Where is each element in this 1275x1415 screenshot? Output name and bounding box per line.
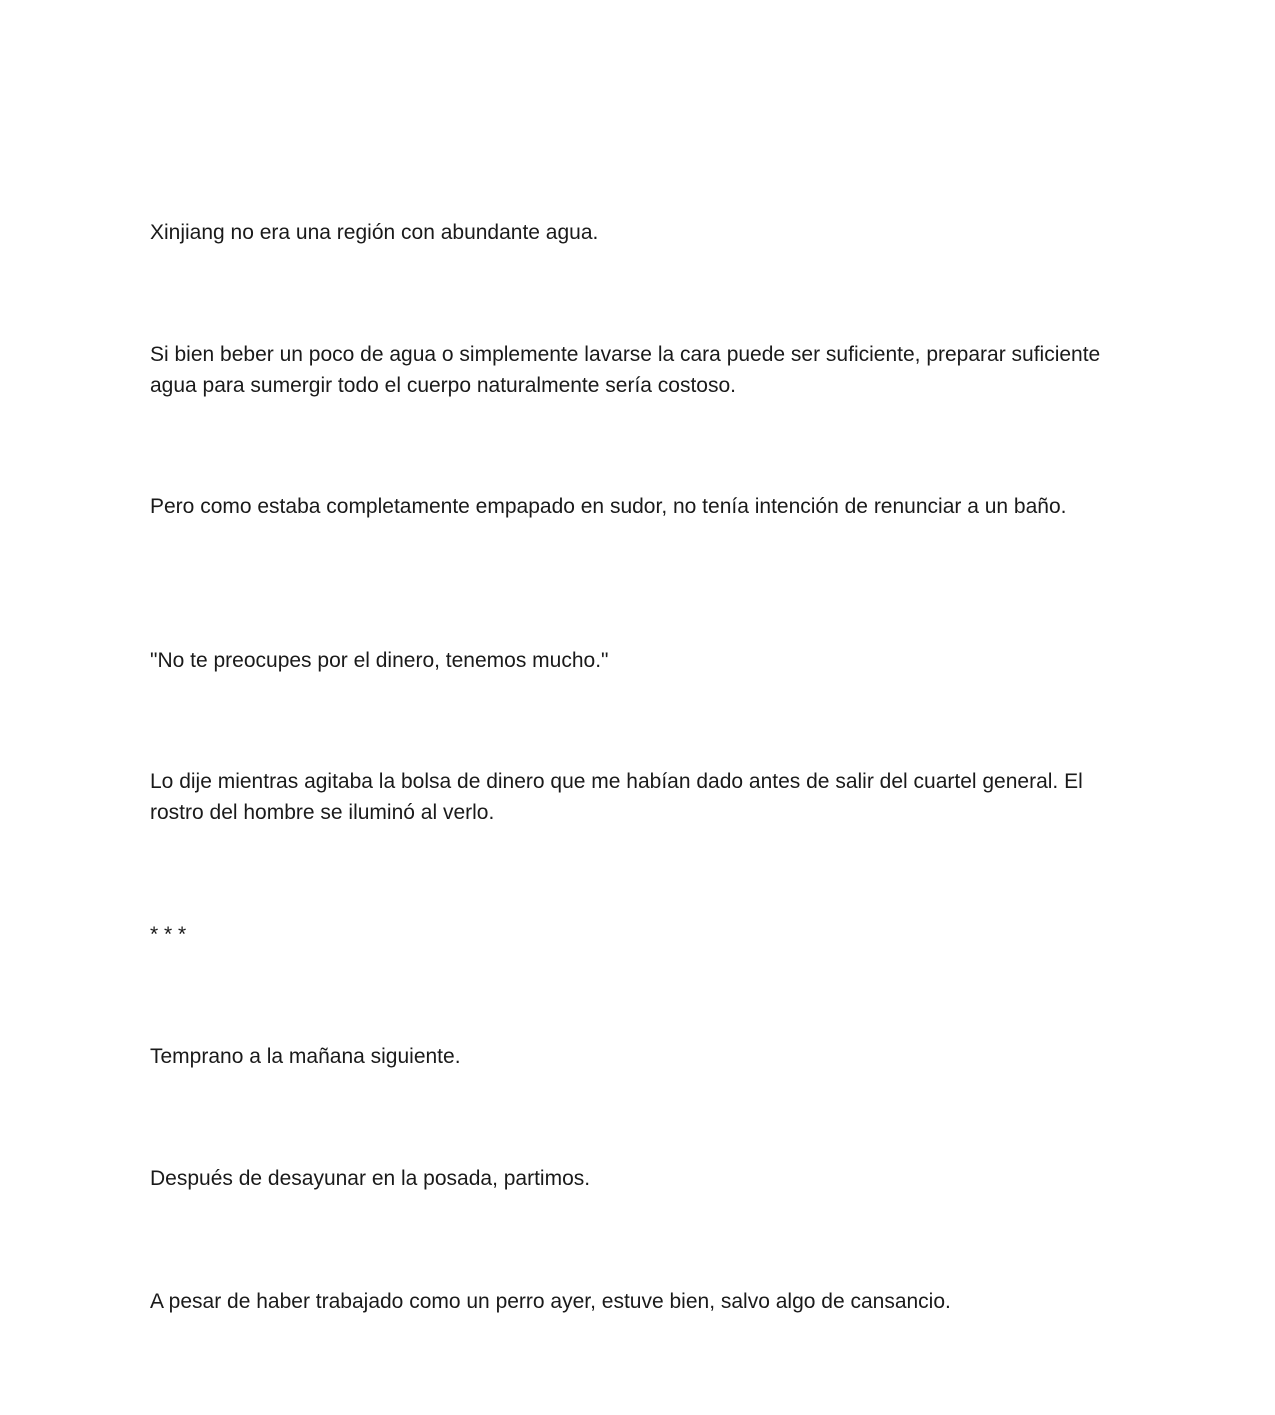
paragraph: Xinjiang no era una región con abundante agua. (150, 221, 599, 244)
paragraph: "No te preocupes por el dinero, tenemos mucho." (150, 649, 609, 672)
paragraph: Temprano a la mañana siguiente. (150, 1045, 461, 1068)
paragraph: Pero como estaba completamente empapado en sudor, no tenía intención de renunciar a un baño. (150, 495, 1067, 518)
paragraph: Lo dije mientras agitaba la bolsa de dinero que me habían dado antes de salir del cuartel general. El rostro del hombre se iluminó al verlo. (150, 770, 1083, 824)
paragraph: Después de desayunar en la posada, partimos. (150, 1167, 591, 1190)
paragraph: A pesar de haber trabajado como un perro ayer, estuve bien, salvo algo de cansancio. (150, 1290, 951, 1313)
paragraph: Si bien beber un poco de agua o simplemente lavarse la cara puede ser suficiente, preparar suficiente agua para sumergir todo el cuerpo naturalmente sería costoso. (150, 343, 1101, 397)
scene-break: * * * (150, 923, 187, 946)
